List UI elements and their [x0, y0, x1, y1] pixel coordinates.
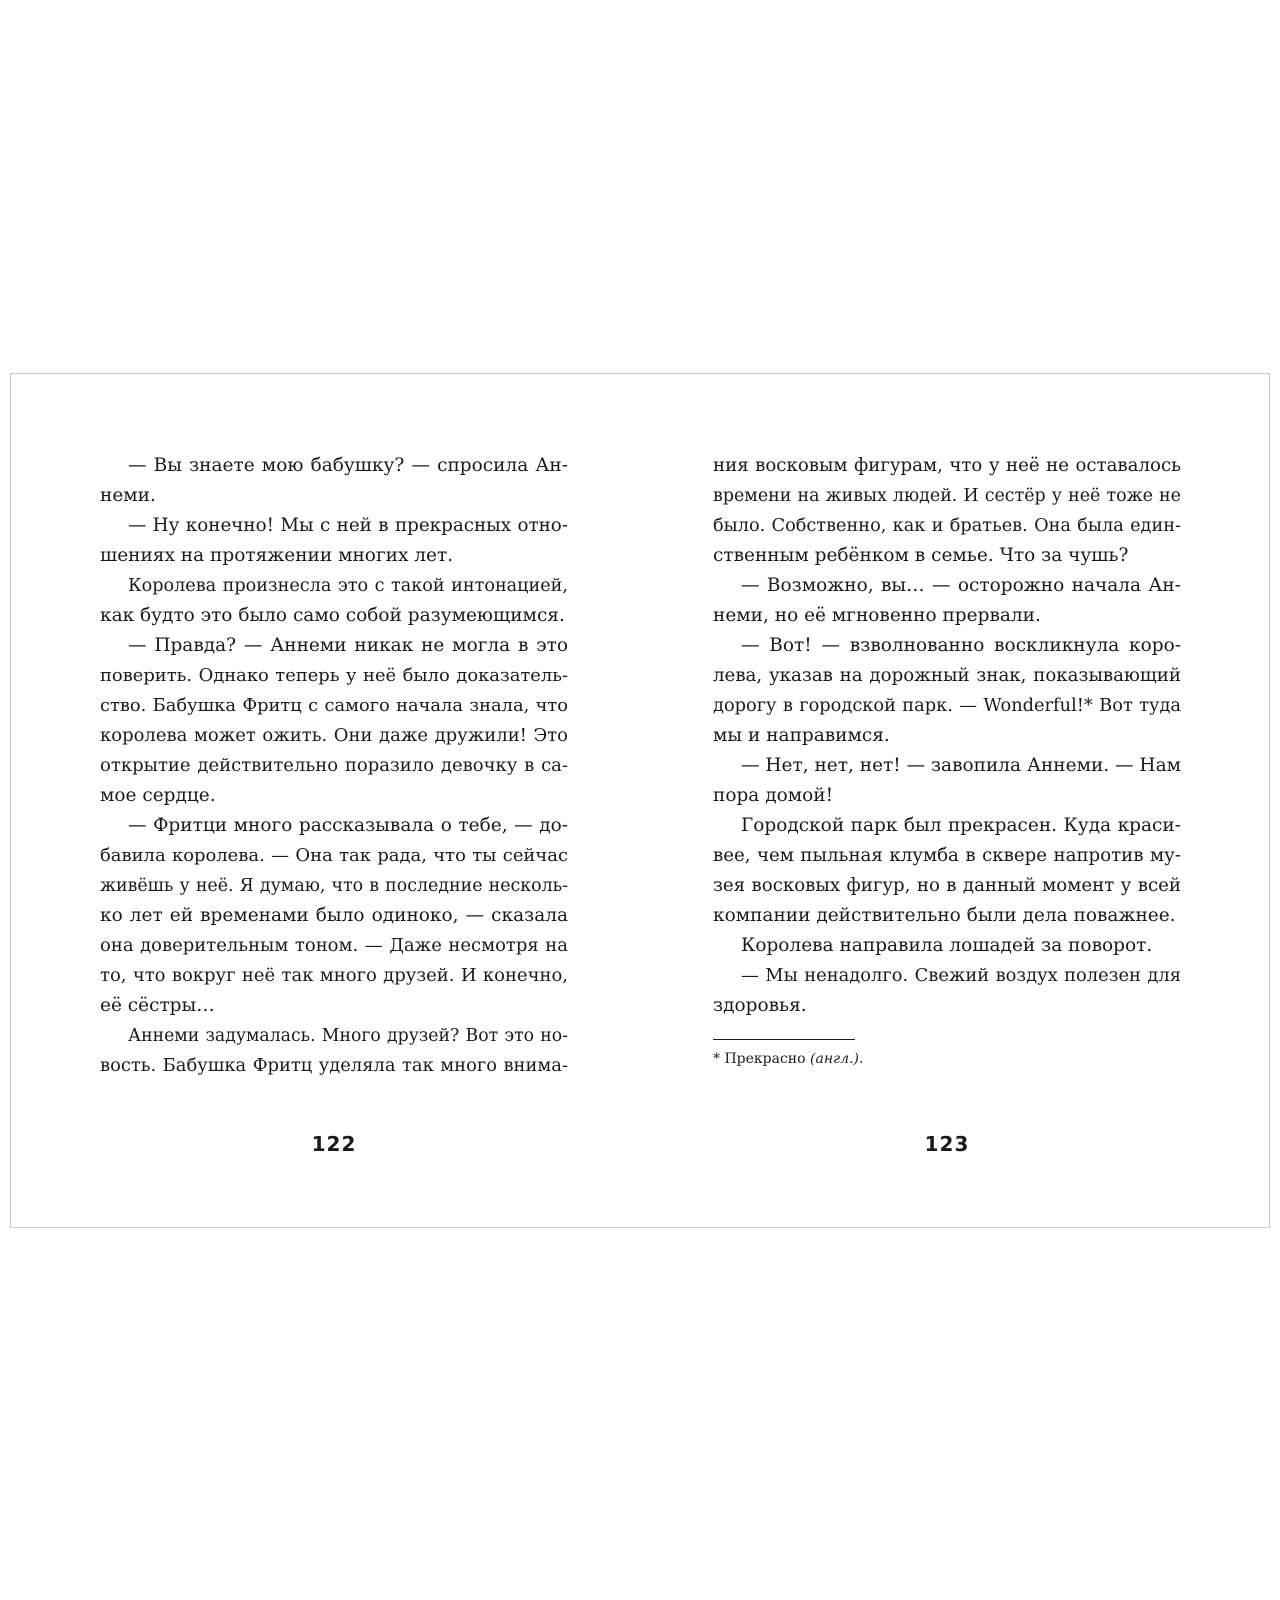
text-line: Королева направила лошадей за поворот. — [741, 935, 1153, 956]
text-line: — Мы ненадолго. Свежий воздух полезен для — [741, 965, 1181, 986]
text-line: бавила королева. — Она так рада, что ты сейчас — [100, 845, 568, 866]
left-page-text — [100, 451, 568, 1081]
text-line: поверить. Однако теперь у неё было доказатель- — [100, 665, 568, 686]
footnote — [713, 1049, 863, 1069]
text-line: дорогу в городской парк. — Wonderful!* Вот туда — [713, 695, 1181, 716]
text-line: — Вот! — взволнованно воскликнула коро- — [741, 635, 1181, 656]
text-line: времени на живых людей. И сестёр у неё тоже не — [713, 486, 1181, 506]
text-line: Городской парк был прекрасен. Куда краси- — [741, 815, 1181, 836]
footnote-end: . — [858, 1051, 864, 1067]
text-line: ния восковым фигурам, что у неё не оставалось — [713, 455, 1181, 476]
footnote-divider — [713, 1039, 855, 1040]
text-line: как будто это было само собой разумеющимся. — [100, 605, 565, 626]
text-line: королева может ожить. Они даже дружили! Это — [100, 725, 568, 746]
text-line: — Вы знаете мою бабушку? — спросила Ан- — [128, 455, 568, 476]
text-line: неми. — [100, 485, 156, 506]
text-line: её сёстры… — [100, 995, 215, 1016]
text-line: зея восковых фигур, но в данный момент у всей — [713, 875, 1181, 896]
text-line: открытие действительно поразило девочку в са- — [100, 755, 568, 776]
text-line: пора домой! — [713, 785, 834, 806]
text-line: ство. Бабушка Фритц с самого начала знала, что — [100, 695, 568, 716]
text-line: — Ну конечно! Мы с ней в прекрасных отно- — [128, 515, 568, 536]
text-line: вее, чем пыльная клумба в сквере напротив му- — [713, 845, 1181, 866]
text-line: — Правда? — Аннеми никак не могла в это — [128, 635, 568, 656]
text-line: здоровья. — [713, 995, 807, 1016]
text-line: Королева произнесла это с такой интонацией, — [128, 576, 568, 596]
book-spread — [10, 373, 1270, 1228]
page-number: 123 — [924, 1132, 970, 1156]
right-page-text — [713, 451, 1181, 1021]
text-line: — Возможно, вы… — осторожно начала Ан- — [741, 575, 1181, 596]
text-line: ко лет ей временами было одиноко, — сказала — [100, 905, 568, 926]
text-line: компании действительно были дела поважнее. — [713, 905, 1176, 926]
text-line: лева, указав на дорожный знак, показывающий — [713, 665, 1181, 686]
page-number: 122 — [311, 1132, 357, 1156]
text-line: шениях на протяжении многих лет. — [100, 545, 454, 566]
text-line: она доверительным тоном. — Даже несмотря на — [100, 935, 568, 956]
text-line: — Нет, нет, нет! — завопила Аннеми. — Нам — [741, 755, 1181, 776]
text-line: мое сердце. — [100, 785, 216, 806]
text-line: ственным ребёнком в семье. Что за чушь? — [713, 545, 1129, 566]
text-line: то, что вокруг неё так много друзей. И конечно, — [100, 965, 568, 986]
text-line: мы и направимся. — [713, 725, 890, 746]
text-line: неми, но её мгновенно прервали. — [713, 605, 1041, 626]
footnote-text: * Прекрасно — [713, 1051, 811, 1067]
text-line: — Фритци много рассказывала о тебе, — до- — [128, 815, 568, 836]
text-line: вость. Бабушка Фритц уделяла так много внима- — [100, 1055, 568, 1076]
text-line: Аннеми задумалась. Много друзей? Вот это но- — [128, 1026, 568, 1046]
text-line: живёшь у неё. Я думаю, что в последние несколь- — [100, 876, 568, 896]
text-line: было. Собственно, как и братьев. Она была един- — [713, 516, 1181, 536]
footnote-language-note: (англ.) — [810, 1051, 859, 1067]
